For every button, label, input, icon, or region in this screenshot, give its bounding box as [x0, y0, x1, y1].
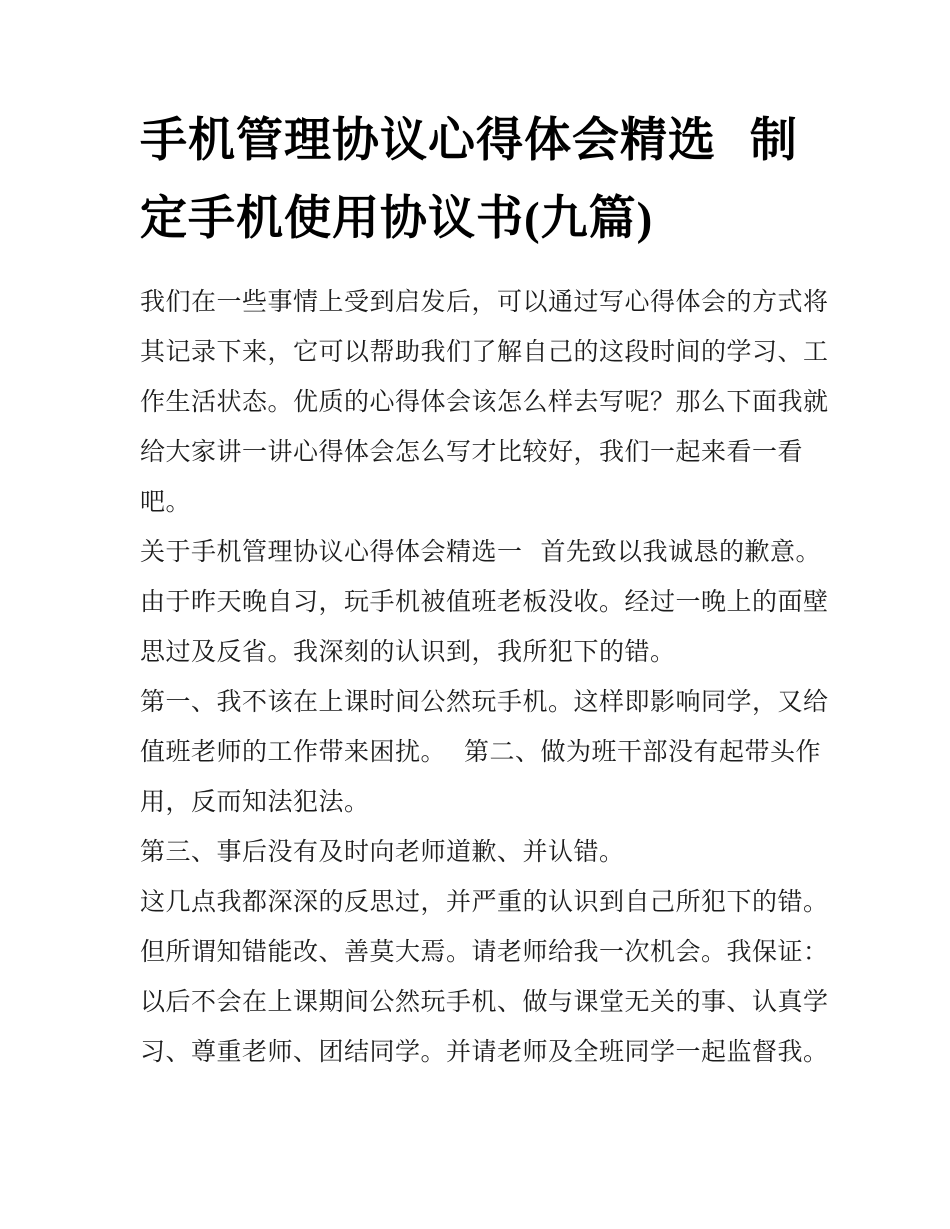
body-line: 其记录下来，它可以帮助我们了解自己的这段时间的学习、工 — [140, 339, 829, 366]
body-line: 第三、事后没有及时向老师道歉、并认错。 — [140, 839, 625, 866]
body-line: 给大家讲一讲心得体会怎么写才比较好，我们一起来看一看 — [140, 439, 804, 466]
body-line: 第一、我不该在上课时间公然玩手机。这样即影响同学，又给 — [140, 689, 829, 716]
body-line: 我们在一些事情上受到启发后，可以通过写心得体会的方式将 — [140, 289, 829, 316]
body-line: 习、尊重老师、团结同学。并请老师及全班同学一起监督我。 — [140, 1039, 829, 1066]
body-line: 但所谓知错能改、善莫大焉。请老师给我一次机会。我保证： — [140, 939, 829, 966]
document-title — [140, 102, 832, 258]
body-line: 以后不会在上课期间公然玩手机、做与课堂无关的事、认真学 — [140, 989, 829, 1016]
body-line: 值班老师的工作带来困扰。 第二、做为班干部没有起带头作 — [140, 739, 822, 766]
title-line-1: 手机管理协议心得体会精选 制 — [140, 115, 798, 167]
body-line: 关于手机管理协议心得体会精选一 首先致以我诚恳的歉意。 — [140, 539, 822, 566]
body-line: 思过及反省。我深刻的认识到，我所犯下的错。 — [140, 639, 676, 666]
body-line: 吧。 — [140, 489, 192, 516]
body-line: 这几点我都深深的反思过，并严重的认识到自己所犯下的错。 — [140, 889, 829, 916]
body-line: 用，反而知法犯法。 — [140, 789, 370, 816]
document-body — [140, 278, 832, 1078]
title-line-2: 定手机使用协议书(九篇) — [140, 193, 654, 245]
body-line: 作生活状态。优质的心得体会该怎么样去写呢？那么下面我就 — [140, 389, 829, 416]
body-line: 由于昨天晚自习，玩手机被值班老板没收。经过一晚上的面壁 — [140, 589, 829, 616]
